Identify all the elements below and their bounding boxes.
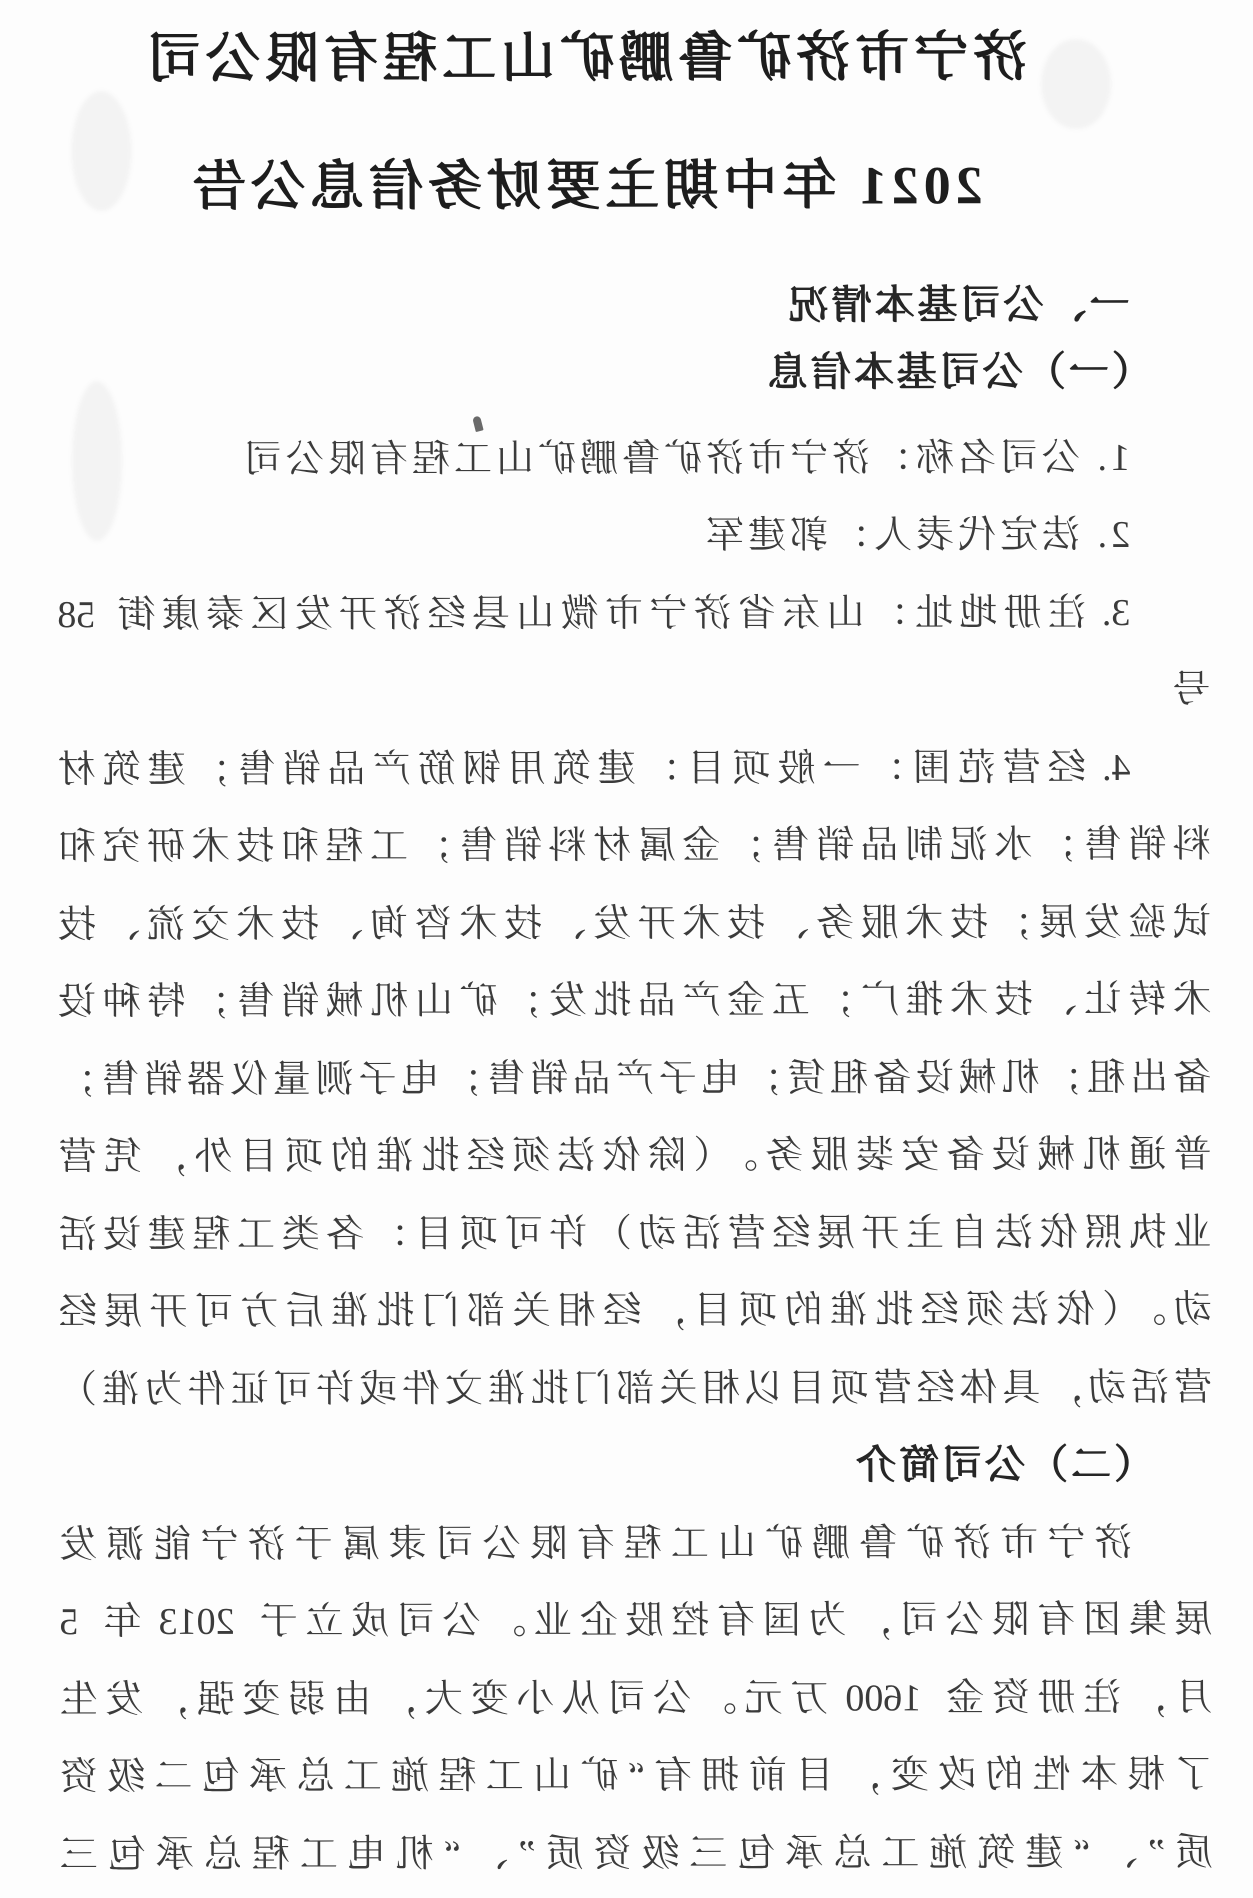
company-name-title: 济宁市济矿鲁鹏矿山工程有限公司 <box>142 27 1028 90</box>
business-scope-line-2: 料销售；水泥制品销售；金属材料销售；工程和技术研究和 <box>57 823 1211 869</box>
business-scope-line-8: 动。（依法须经批准的项目，经相关部门批准后方可开展经 <box>58 1288 1212 1334</box>
registered-address-continuation: 号 <box>1168 668 1211 711</box>
company-profile-line-5: 质”、“建筑施工总承包三级资质”、“机电工程总承包三 <box>59 1831 1213 1877</box>
registered-address-line: 3. 注册地址：山东省济宁市微山县经济开发区泰康街 58 <box>57 591 1131 637</box>
legal-representative-line: 2. 法定代表人：郭建军 <box>702 513 1131 557</box>
business-scope-line-5: 备出租；机械设备租赁；电子产品销售；电子测量仪器销售； <box>58 1056 1212 1102</box>
company-name-line: 1. 公司名称：济宁市济矿鲁鹏矿山工程有限公司 <box>239 436 1131 481</box>
business-scope-line-6: 普通机械设备安装服务。（除依法须经批准的项目外，凭营 <box>58 1133 1212 1179</box>
business-scope-line-7: 业执照依法自主开展经营活动）许可项目：各类工程建设活 <box>58 1211 1212 1257</box>
subsection-1-2-heading: （二）公司简介 <box>853 1441 1155 1488</box>
scan-smudge <box>71 91 131 211</box>
section-1-heading: 一、公司基本情况 <box>785 281 1130 328</box>
subsection-1-1-heading: （一）公司基本信息 <box>764 348 1152 395</box>
company-profile-line-3: 月，注册资金 1600 万元。公司从小变大，由弱变强，发生 <box>59 1676 1213 1722</box>
scan-smudge <box>72 381 122 541</box>
company-profile-line-4: 了根本性的改变，目前拥有“矿山工程施工总承包二级资 <box>59 1753 1213 1799</box>
business-scope-line-1: 4. 经营范围：一般项目：建筑用钢筋产品销售；建筑材 <box>57 746 1131 792</box>
business-scope-line-3: 试验发展；技术服务、技术开发、技术咨询、技术交流、技 <box>57 901 1211 947</box>
company-profile-line-1: 济宁市济矿鲁鹏矿山工程有限公司隶属于济宁能源发 <box>59 1521 1133 1567</box>
report-title: 2021 年中期主要财务信息公告 <box>187 155 983 217</box>
scan-smudge <box>1041 39 1111 129</box>
business-scope-line-4: 术转让、技术推广；五金产品批发；矿山机械销售；特种设 <box>58 978 1212 1024</box>
business-scope-line-9: 营活动，具体经营项目以相关部门批准文件或许可证件为准） <box>58 1366 1212 1412</box>
company-profile-line-2: 展集团有限公司，为国有控股企业。公司成立于 2013 年 5 <box>59 1598 1213 1644</box>
